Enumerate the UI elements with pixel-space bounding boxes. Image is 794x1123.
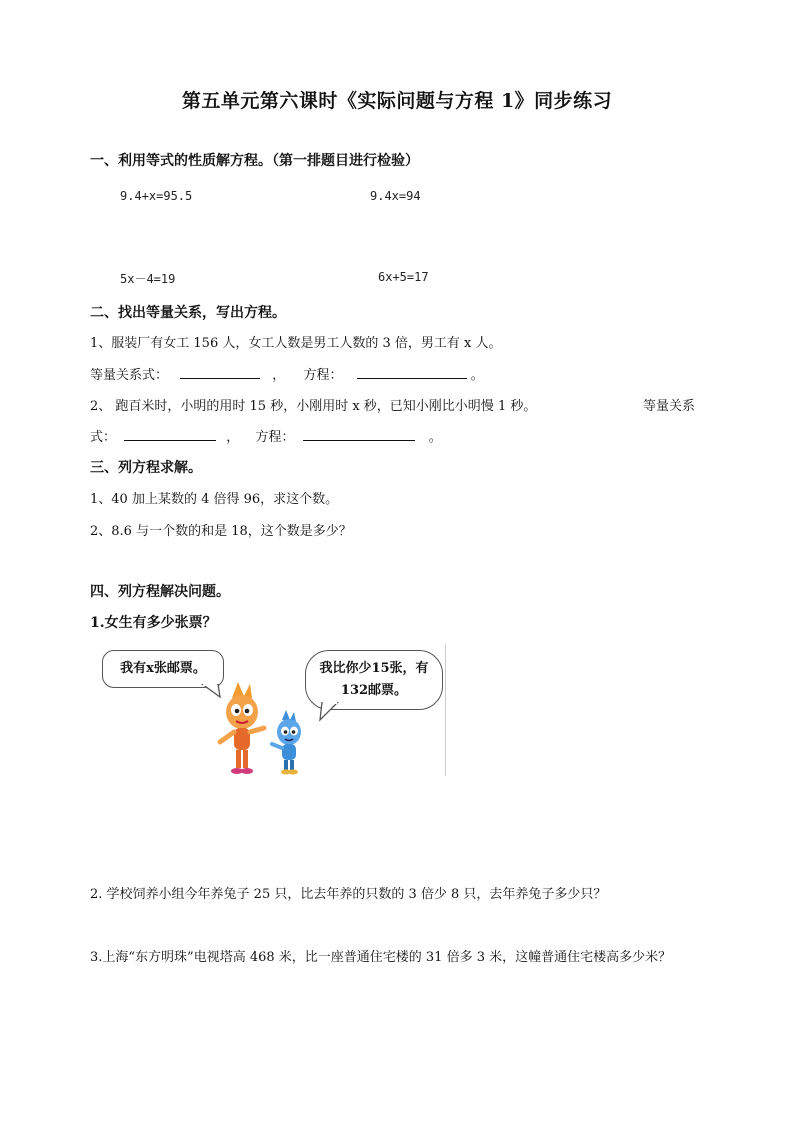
section4-question-3: 3.上海“东方明珠”电视塔高 468 米，比一座普通住宅楼的 31 倍多 3 米，这幢普通住宅楼高多少米？ [90, 950, 672, 965]
section2-q1-answer-line [90, 364, 484, 383]
equation-label: 方程： [303, 368, 343, 383]
equation-blank[interactable] [357, 365, 467, 379]
equation-3: 5x－4=19 [120, 272, 176, 286]
section2-q2-answer-line [90, 426, 442, 445]
bubble-right-line2: 132邮票。 [340, 683, 408, 698]
bubble-left-text: 我有x张邮票。 [120, 661, 206, 676]
section2-heading: 二、找出等量关系，写出方程。 [90, 305, 286, 321]
section3-heading: 三、列方程求解。 [90, 460, 202, 476]
section4-question-1: 1.女生有多少张票？ [90, 615, 217, 631]
section2-question-1: 1、服装厂有女工 156 人，女工人数是男工人数的 3 倍，男工有 x 人。 [90, 336, 502, 351]
relation-label: 等量关系式： [90, 368, 169, 383]
section4-heading: 四、列方程解决问题。 [90, 584, 230, 600]
bubble-right-line1: 我比你少15张，有 [319, 661, 429, 676]
equation-blank-2[interactable] [303, 427, 415, 441]
illustration [92, 640, 446, 778]
section3-question-2: 2、8.6 与一个数的和是 18，这个数是多少？ [90, 524, 352, 539]
relation-label-2b: 式： [90, 430, 117, 445]
relation-label-2a: 等量关系 [643, 399, 696, 414]
section2-question-2: 2、 跑百米时，小明的用时 15 秒，小刚用时 x 秒，已知小刚比小明慢 1 秒。 [90, 399, 537, 414]
equation-1: 9.4+x=95.5 [120, 189, 193, 203]
page-title: 第五单元第六课时《实际问题与方程 1》同步练习 [181, 90, 613, 112]
speech-bubble-right [305, 650, 443, 710]
cartoon-characters-icon [210, 680, 320, 778]
speech-bubble-left [102, 650, 224, 688]
period-2: 。 [428, 430, 442, 445]
equation-4: 6x+5=17 [378, 270, 429, 284]
relation-blank-2[interactable] [124, 427, 216, 441]
section1-heading: 一、利用等式的性质解方程。（第一排题目进行检验） [90, 153, 419, 169]
separator: ， [272, 368, 286, 383]
period: 。 [470, 368, 484, 383]
relation-blank[interactable] [180, 365, 260, 379]
equation-label-2: 方程： [255, 430, 295, 445]
bubble-tail-right [318, 702, 342, 722]
section4-question-2: 2. 学校饲养小组今年养兔子 25 只，比去年养的只数的 3 倍少 8 只，去年养兔子多少只？ [90, 887, 607, 902]
equation-2: 9.4x=94 [370, 189, 421, 203]
section3-question-1: 1、40 加上某数的 4 倍得 96，求这个数。 [90, 492, 339, 507]
separator-2: ， [226, 430, 240, 445]
